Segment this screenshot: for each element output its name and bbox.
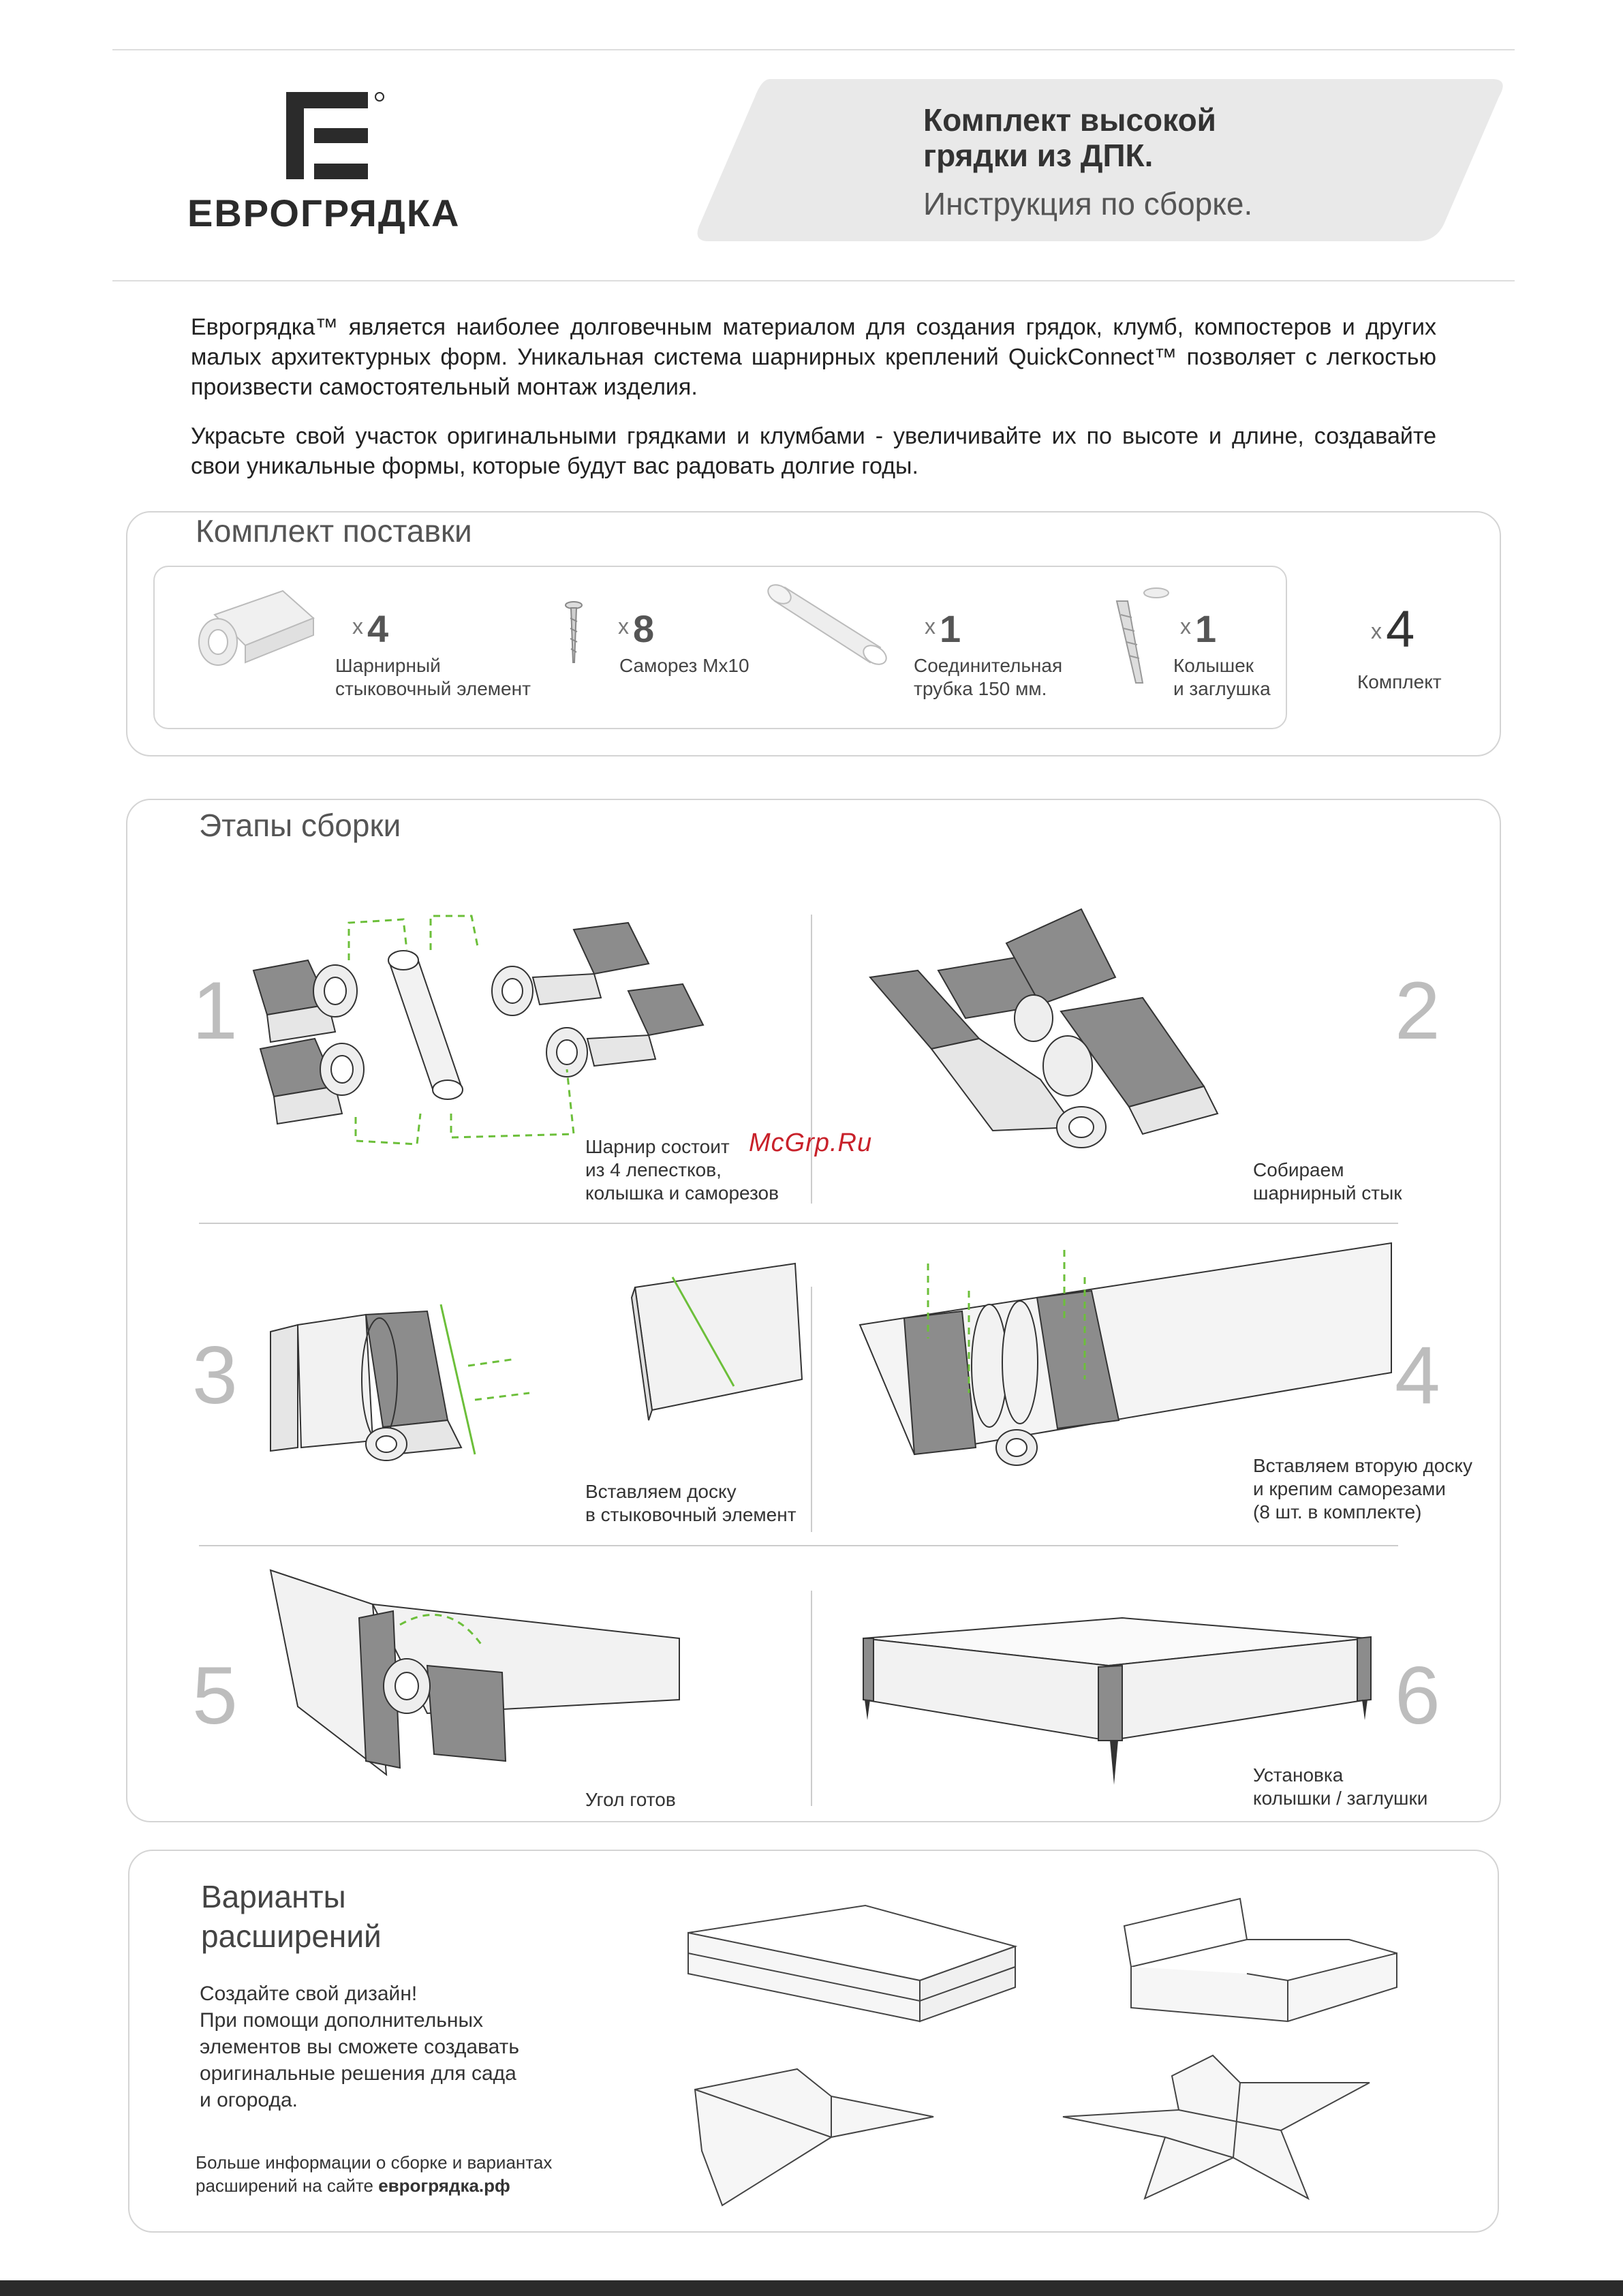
kit-total-label: Комплект xyxy=(1357,671,1442,692)
title-line1: Комплект высокой xyxy=(923,102,1216,138)
qty-prefix: x xyxy=(352,614,363,639)
qty-value: 1 xyxy=(940,607,961,650)
site-link[interactable]: еврогрядка.рф xyxy=(378,2175,510,2196)
step-5-number: 5 xyxy=(192,1650,238,1741)
kit-panel xyxy=(126,511,1501,756)
step-3-caption: Вставляем доску в стыковочный элемент xyxy=(585,1481,797,1525)
assembly-title: Этапы сборки xyxy=(199,808,401,843)
qty-value: 1 xyxy=(1195,607,1217,650)
header-subtitle: Инструкция по сборке. xyxy=(923,186,1253,221)
step-divider-h1 xyxy=(199,1223,1398,1224)
qty-value: 4 xyxy=(367,607,389,650)
step-divider-h2 xyxy=(199,1545,1398,1546)
step-6-number: 6 xyxy=(1395,1650,1440,1741)
qty-prefix: x xyxy=(1371,619,1382,643)
step-1-number: 1 xyxy=(192,965,238,1056)
qty-prefix: x xyxy=(925,614,936,639)
qty-value: 4 xyxy=(1386,600,1415,658)
more-info-text: Больше информации о сборке и вариантах расширений на сайте xyxy=(196,2152,553,2196)
peg-and-cap-icon xyxy=(1102,587,1177,697)
kit-item-4-label: Колышек и заглушка xyxy=(1173,655,1271,699)
variants-text: Создайте свой дизайн! При помощи дополнительных элементов вы сможете создавать оригинальные решения для сада и огорода. xyxy=(200,1983,520,2111)
variants-more-info xyxy=(196,2151,552,2197)
qty-prefix: x xyxy=(1180,614,1191,639)
step-divider-v1 xyxy=(811,915,812,1204)
variants-title-line1: Варианты xyxy=(201,1879,346,1914)
kit-item-3-qty xyxy=(925,607,961,651)
step-5-caption: Угол готов xyxy=(585,1789,676,1810)
kit-item-4-qty xyxy=(1180,607,1216,651)
kit-item-2-qty xyxy=(618,607,654,651)
kit-title: Комплект поставки xyxy=(196,513,472,549)
step-divider-v3 xyxy=(811,1591,812,1806)
step-6-caption: Установка колышки / заглушки xyxy=(1253,1764,1428,1809)
variant-long-bed-illustration xyxy=(688,1905,1029,2028)
intro-paragraph-1: Еврогрядка™ является наиболее долговечным материалом для создания грядок, клумб, компостеров и других малых архитектурных форм. Уникальная система шарнирных креплений QuickConnect™ позволяет с легкостью произвести самостоятельный монтаж изделия. xyxy=(191,314,1436,400)
intro-paragraph-2: Украсьте свой участок оригинальными грядками и клумбами - увеличивайте их по высоте и длине, создавайте свои уникальные формы, которые будут вас радовать долгие годы. xyxy=(191,423,1436,479)
step-2-hinge-joint-illustration xyxy=(870,902,1361,1175)
step-4-caption: Вставляем вторую доску и крепим саморезами (8 шт. в комплекте) xyxy=(1253,1455,1472,1522)
assembly-panel xyxy=(126,799,1501,1822)
screw-icon xyxy=(563,601,584,669)
step-1-caption: Шарнир состоит из 4 лепестков, колышка и саморезов xyxy=(585,1136,779,1204)
variants-title-line2: расширений xyxy=(201,1918,382,1954)
watermark: McGrp.Ru xyxy=(749,1129,873,1157)
brand-logo xyxy=(187,89,474,245)
step-3-number: 3 xyxy=(192,1330,238,1421)
kit-item-1-label: Шарнирный стыковочный элемент xyxy=(335,655,531,699)
hinge-element-icon xyxy=(181,587,317,669)
step-4-number: 4 xyxy=(1395,1330,1440,1421)
step-2-number: 2 xyxy=(1395,965,1440,1056)
bottom-bar xyxy=(0,2280,1623,2296)
variants-panel xyxy=(128,1850,1499,2233)
kit-item-3-label: Соединительная трубка 150 мм. xyxy=(914,655,1063,699)
variant-star-bed-illustration xyxy=(1063,2055,1417,2212)
step-3-insert-board-illustration xyxy=(270,1277,802,1495)
qty-value: 8 xyxy=(633,607,655,650)
variant-corner-bed-illustration xyxy=(695,2069,968,2219)
title-line2: грядки из ДПК. xyxy=(923,138,1154,173)
step-divider-v2 xyxy=(811,1287,812,1532)
kit-total-qty xyxy=(1371,600,1415,659)
step-5-corner-illustration xyxy=(270,1570,707,1795)
variant-two-level-bed-illustration xyxy=(1124,1899,1410,2028)
brand-name: ЕВРОГРЯДКА xyxy=(187,192,461,234)
intro-text xyxy=(191,312,1436,500)
variants-title xyxy=(201,1877,382,1956)
top-rule xyxy=(112,49,1515,50)
qty-prefix: x xyxy=(618,614,629,639)
header-title xyxy=(923,102,1216,173)
kit-item-1-qty xyxy=(352,607,388,651)
kit-item-2-label: Саморез Мх10 xyxy=(619,655,749,676)
connecting-tube-icon xyxy=(761,587,897,683)
step-2-caption: Собираем шарнирный стык xyxy=(1253,1159,1402,1204)
header-rule xyxy=(112,280,1515,281)
